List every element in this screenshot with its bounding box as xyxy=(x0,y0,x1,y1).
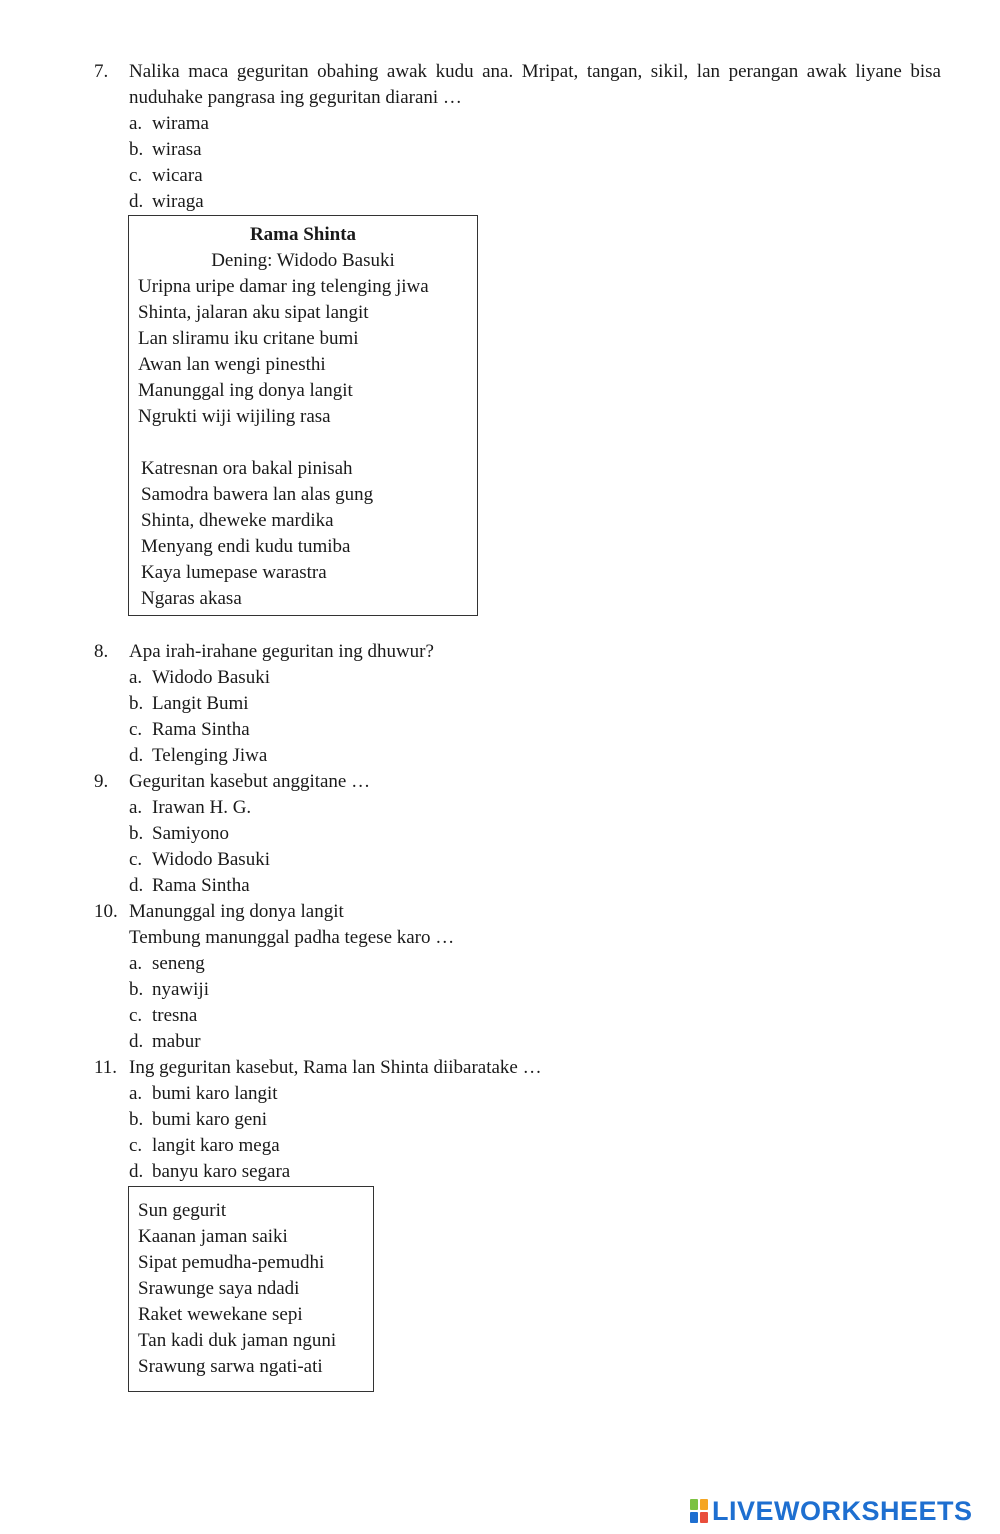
question-11-option-c[interactable]: langit karo mega xyxy=(152,1135,280,1156)
question-7-option-b[interactable]: wirasa xyxy=(152,139,202,160)
poem-line: Ngaras akasa xyxy=(141,588,242,609)
poem-line: Awan lan wengi pinesthi xyxy=(138,354,326,375)
question-10-number: 10. xyxy=(94,901,118,922)
question-9-option-c-letter: c. xyxy=(129,849,143,870)
question-7-option-a-letter: a. xyxy=(129,113,143,134)
question-11-option-d-letter: d. xyxy=(129,1161,144,1182)
poem-author: Dening: Widodo Basuki xyxy=(211,250,395,271)
question-11-number: 11. xyxy=(94,1057,118,1078)
poem-rama-shinta-box xyxy=(128,215,478,616)
liveworksheets-logo[interactable] xyxy=(690,1496,973,1526)
poem-line: Raket wewekane sepi xyxy=(138,1304,303,1325)
question-9-option-d-letter: d. xyxy=(129,875,144,896)
question-8-option-d-letter: d. xyxy=(129,745,144,766)
question-7-option-d[interactable]: wiraga xyxy=(152,191,204,212)
question-7-option-d-letter: d. xyxy=(129,191,144,212)
question-9-number: 9. xyxy=(94,771,109,792)
poem-line: Srawung sarwa ngati-ati xyxy=(138,1356,323,1377)
poem-line: Shinta, dheweke mardika xyxy=(141,510,334,531)
question-10-option-a[interactable]: seneng xyxy=(152,953,205,974)
question-11-option-a[interactable]: bumi karo langit xyxy=(152,1083,278,1104)
question-10-option-c[interactable]: tresna xyxy=(152,1005,198,1026)
question-11-option-d[interactable]: banyu karo segara xyxy=(152,1161,291,1182)
poem-line: Katresnan ora bakal pinisah xyxy=(141,458,353,479)
question-7-option-c[interactable]: wicara xyxy=(152,165,203,186)
question-7-number: 7. xyxy=(94,61,109,82)
question-11-option-b-letter: b. xyxy=(129,1109,144,1130)
poem-line: Uripna uripe damar ing telenging jiwa xyxy=(138,276,429,297)
question-11-option-c-letter: c. xyxy=(129,1135,143,1156)
poem-line: Tan kadi duk jaman nguni xyxy=(138,1330,337,1351)
question-8-option-c[interactable]: Rama Sintha xyxy=(152,719,250,740)
question-8-number: 8. xyxy=(94,641,109,662)
liveworksheets-grid-icon xyxy=(690,1499,708,1523)
question-9-option-d[interactable]: Rama Sintha xyxy=(152,875,250,896)
question-7-option-a[interactable]: wirama xyxy=(152,113,209,134)
poem-line: Shinta, jalaran aku sipat langit xyxy=(138,302,369,323)
question-8-option-b[interactable]: Langit Bumi xyxy=(152,693,249,714)
question-10-option-d-letter: d. xyxy=(129,1031,144,1052)
logo-text: LIVEWORKSHEETS xyxy=(712,1495,973,1526)
question-9-option-b-letter: b. xyxy=(129,823,144,844)
poem-line: Manunggal ing donya langit xyxy=(138,380,353,401)
question-8-option-a[interactable]: Widodo Basuki xyxy=(152,667,270,688)
poem-line: Samodra bawera lan alas gung xyxy=(141,484,374,505)
question-11-option-b[interactable]: bumi karo geni xyxy=(152,1109,268,1130)
question-11-text: Ing geguritan kasebut, Rama lan Shinta diibaratake … xyxy=(129,1057,542,1078)
question-9-option-a[interactable]: Irawan H. G. xyxy=(152,797,252,818)
question-7-text: Nalika maca geguritan obahing awak kudu ana. Mripat, tangan, sikil, lan perangan awak liyane bisa nuduhake pangrasa ing geguritan diarani … xyxy=(129,61,941,108)
question-8-option-c-letter: c. xyxy=(129,719,143,740)
question-10-text-line-2: Tembung manunggal padha tegese karo … xyxy=(129,927,455,948)
question-10-option-d[interactable]: mabur xyxy=(152,1031,201,1052)
question-10-option-a-letter: a. xyxy=(129,953,143,974)
question-8-option-b-letter: b. xyxy=(129,693,144,714)
question-9-option-c[interactable]: Widodo Basuki xyxy=(152,849,270,870)
poem-line: Kaanan jaman saiki xyxy=(138,1226,288,1247)
question-10-option-b-letter: b. xyxy=(129,979,144,1000)
poem-line: Lan sliramu iku critane bumi xyxy=(138,328,359,349)
poem-title: Rama Shinta xyxy=(249,224,357,245)
question-8-text: Apa irah-irahane geguritan ing dhuwur? xyxy=(129,641,434,662)
question-7-option-c-letter: c. xyxy=(129,165,143,186)
question-11-option-a-letter: a. xyxy=(129,1083,143,1104)
poem-line: Sun gegurit xyxy=(138,1200,227,1221)
poem-sun-gegurit-box xyxy=(128,1186,374,1392)
question-9-text: Geguritan kasebut anggitane … xyxy=(129,771,371,792)
poem-line: Srawunge saya ndadi xyxy=(138,1278,300,1299)
question-8-option-a-letter: a. xyxy=(129,667,143,688)
question-10-text: Manunggal ing donya langit xyxy=(129,901,344,922)
poem-line: Ngrukti wiji wijiling rasa xyxy=(138,406,331,427)
question-9-option-b[interactable]: Samiyono xyxy=(152,823,230,844)
poem-line: Kaya lumepase warastra xyxy=(141,562,327,583)
poem-line: Sipat pemudha-pemudhi xyxy=(138,1252,325,1273)
question-8-option-d[interactable]: Telenging Jiwa xyxy=(152,745,268,766)
question-10-option-b[interactable]: nyawiji xyxy=(152,979,209,1000)
question-9-option-a-letter: a. xyxy=(129,797,143,818)
question-7-option-b-letter: b. xyxy=(129,139,144,160)
poem-line: Menyang endi kudu tumiba xyxy=(141,536,351,557)
question-10-option-c-letter: c. xyxy=(129,1005,143,1026)
